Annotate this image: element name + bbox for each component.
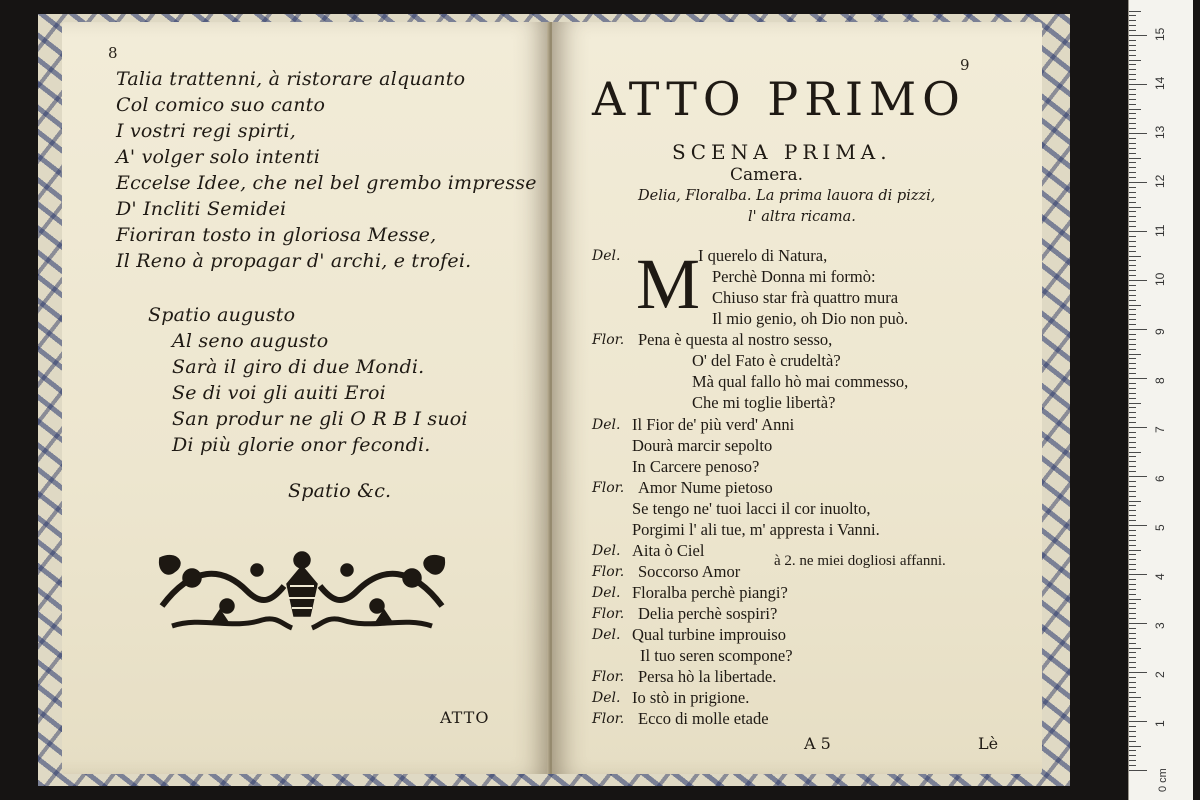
ruler-tick <box>1129 109 1141 110</box>
speaker-label: Del. <box>592 248 621 264</box>
ruler-tick <box>1129 716 1136 717</box>
ruler-tick <box>1129 662 1136 663</box>
ruler-tick <box>1129 373 1136 374</box>
ruler-tick <box>1129 339 1136 340</box>
speaker-label: Del. <box>592 585 621 601</box>
ruler-tick <box>1129 79 1136 80</box>
verse-line: Fioriran tosto in gloriosa Messe, <box>116 224 437 246</box>
ruler-tick <box>1129 579 1136 580</box>
ruler-tick <box>1129 55 1136 56</box>
ruler-number: 6 <box>1153 475 1167 482</box>
ruler-tick <box>1129 162 1136 163</box>
verse-line: Spatio &c. <box>288 480 392 502</box>
signature-mark: A 5 <box>804 734 831 753</box>
ruler-tick <box>1129 403 1141 404</box>
ruler-tick <box>1129 432 1136 433</box>
ruler-tick <box>1129 638 1136 639</box>
dialogue-line: O' del Fato è crudeltà? <box>692 351 841 370</box>
verse-line: Se di voi gli auiti Eroi <box>172 382 386 404</box>
ruler-tick <box>1129 197 1136 198</box>
verse-line: Eccelse Idee, che nel bel grembo impresse <box>116 172 537 194</box>
ruler-tick <box>1129 60 1141 61</box>
speaker-label: Flor. <box>592 332 625 348</box>
verse-line: Talia trattenni, à ristorare alquanto <box>116 68 466 90</box>
ruler-number: 10 <box>1153 272 1167 286</box>
ruler-tick <box>1129 687 1136 688</box>
ruler-tick <box>1129 40 1136 41</box>
dialogue-line: Aita ò Ciel <box>632 541 705 560</box>
dialogue-line: Che mi toglie libertà? <box>692 393 836 412</box>
ruler-tick <box>1129 246 1136 247</box>
ruler-tick <box>1129 417 1136 418</box>
verse-line: San produr ne gli O R B I suoi <box>172 408 468 430</box>
speaker-label: Flor. <box>592 606 625 622</box>
ruler-tick <box>1129 628 1136 629</box>
ruler-tick <box>1129 574 1147 575</box>
ruler-tick <box>1129 123 1136 124</box>
ruler-tick <box>1129 496 1136 497</box>
ruler-tick <box>1129 314 1136 315</box>
page-number-right: 9 <box>960 56 970 74</box>
ruler-tick <box>1129 231 1147 232</box>
ruler-tick <box>1129 388 1136 389</box>
ruler-number: 2 <box>1153 671 1167 678</box>
speaker-label: Flor. <box>592 564 625 580</box>
ruler-tick <box>1129 657 1136 658</box>
ruler-tick <box>1129 447 1136 448</box>
ruler-tick <box>1129 520 1136 521</box>
dialogue-line: I querelo di Natura, <box>698 246 828 265</box>
ruler-tick <box>1129 11 1141 12</box>
ruler-number: 8 <box>1153 377 1167 384</box>
ruler-tick <box>1129 442 1136 443</box>
dialogue-line: Il mio genio, oh Dio non può. <box>712 309 909 328</box>
ruler-tick <box>1129 20 1136 21</box>
ruler-tick <box>1129 251 1136 252</box>
dialogue-line: Porgimi l' ali tue, m' appresta i Vanni. <box>632 520 880 539</box>
ruler-tick <box>1129 755 1136 756</box>
ruler-tick <box>1129 368 1136 369</box>
ruler-tick <box>1129 84 1147 85</box>
ruler-tick <box>1129 623 1147 624</box>
drop-cap: M <box>636 244 701 324</box>
dialogue-line: Dourà marcir sepolto <box>632 436 773 455</box>
verse-line: A' volger solo intenti <box>116 146 321 168</box>
ruler-tick <box>1129 74 1136 75</box>
ruler-tick <box>1129 741 1136 742</box>
speaker-label: Flor. <box>592 711 625 727</box>
dialogue-line: Se tengo ne' tuoi lacci il cor inuolto, <box>632 499 871 518</box>
dialogue-line: Floralba perchè piangi? <box>632 583 788 602</box>
dialogue-line: Pena è questa al nostro sesso, <box>638 330 833 349</box>
ruler-tick <box>1129 476 1147 477</box>
ruler-tick <box>1129 280 1147 281</box>
ruler-tick <box>1129 501 1141 502</box>
verse-line: Il Reno à propagar d' archi, e trofei. <box>116 250 472 272</box>
ruler-tick <box>1129 363 1136 364</box>
dialogue-line: Delia perchè sospiri? <box>638 604 778 623</box>
ruler-tick <box>1129 461 1136 462</box>
ruler-tick <box>1129 69 1136 70</box>
ruler-tick <box>1129 133 1147 134</box>
scene-heading: SCENA PRIMA. <box>672 140 892 164</box>
verse-line: Di più glorie onor fecondi. <box>172 434 431 456</box>
ruler-tick <box>1129 584 1136 585</box>
ruler-tick <box>1129 535 1136 536</box>
ruler-tick <box>1129 158 1141 159</box>
ruler-tick <box>1129 648 1141 649</box>
ruler-number: 13 <box>1153 125 1167 139</box>
ruler-tick <box>1129 667 1136 668</box>
ruler-tick <box>1129 437 1136 438</box>
ruler-tick <box>1129 358 1136 359</box>
ruler-tick <box>1129 456 1136 457</box>
ruler-tick <box>1129 721 1147 722</box>
ruler-tick <box>1129 407 1136 408</box>
ruler-tick <box>1129 750 1136 751</box>
speaker-label: Del. <box>592 690 621 706</box>
ruler-tick <box>1129 736 1136 737</box>
ruler-tick <box>1129 241 1136 242</box>
ruler-tick <box>1129 505 1136 506</box>
ruler-tick <box>1129 300 1136 301</box>
ruler-tick <box>1129 207 1141 208</box>
ruler-tick <box>1129 30 1136 31</box>
ruler-tick <box>1129 603 1136 604</box>
ruler-tick <box>1129 94 1136 95</box>
ruler-tick <box>1129 192 1136 193</box>
stage-direction: Delia, Floralba. La prima lauora di pizzi, <box>638 188 936 204</box>
ruler-tick <box>1129 594 1136 595</box>
ruler-tick <box>1129 319 1136 320</box>
ruler-tick <box>1129 221 1136 222</box>
dialogue-line: Io stò in prigione. <box>632 688 750 707</box>
ruler-tick <box>1129 692 1136 693</box>
dialogue-line: Amor Nume pietoso <box>638 478 773 497</box>
dialogue-line: Perchè Donna mi formò: <box>712 267 876 286</box>
ruler-number: 14 <box>1153 76 1167 90</box>
ruler-unit-label: 0 cm <box>1157 768 1169 792</box>
ruler-tick <box>1129 138 1136 139</box>
ruler-tick <box>1129 427 1147 428</box>
dialogue-line: Soccorso Amor <box>638 562 741 581</box>
ruler-tick <box>1129 706 1136 707</box>
ruler-tick <box>1129 182 1147 183</box>
ruler-tick <box>1129 324 1136 325</box>
verse-line: Al seno augusto <box>172 330 329 352</box>
catchword-right: Lè <box>978 734 999 753</box>
ruler-tick <box>1129 550 1141 551</box>
ruler-tick <box>1129 471 1136 472</box>
ruler-number: 15 <box>1153 27 1167 41</box>
ruler-tick <box>1129 682 1136 683</box>
verse-line: Spatio augusto <box>148 304 296 326</box>
ruler-tick <box>1129 452 1141 453</box>
speaker-label: Flor. <box>592 669 625 685</box>
dialogue-line: Persa hò la libertade. <box>638 667 777 686</box>
ruler-tick <box>1129 677 1136 678</box>
ruler-tick <box>1129 99 1136 100</box>
ruler-tick <box>1129 701 1136 702</box>
ruler-tick <box>1129 295 1136 296</box>
ruler-number: 5 <box>1153 524 1167 531</box>
ruler-tick <box>1129 412 1136 413</box>
ruler-tick <box>1129 285 1136 286</box>
ruler-tick <box>1129 354 1141 355</box>
ruler-tick <box>1129 211 1136 212</box>
ruler-tick <box>1129 760 1136 761</box>
verse-line: Col comico suo canto <box>116 94 326 116</box>
ruler-tick <box>1129 15 1136 16</box>
ruler-tick <box>1129 746 1141 747</box>
ruler-tick <box>1129 216 1136 217</box>
ruler-tick <box>1129 770 1147 771</box>
page-number-left: 8 <box>108 44 118 62</box>
ruler-tick <box>1129 530 1136 531</box>
dialogue-line: Chiuso star frà quattro mura <box>712 288 899 307</box>
ruler-tick <box>1129 731 1136 732</box>
ruler-tick <box>1129 172 1136 173</box>
ruler-tick <box>1129 118 1136 119</box>
ruler-tick <box>1129 515 1136 516</box>
ruler-number: 3 <box>1153 622 1167 629</box>
measuring-ruler <box>1128 0 1193 800</box>
ruler-tick <box>1129 608 1136 609</box>
ruler-tick <box>1129 167 1136 168</box>
ruler-number: 11 <box>1153 224 1167 237</box>
ruler-tick <box>1129 589 1136 590</box>
ruler-tick <box>1129 260 1136 261</box>
ruler-tick <box>1129 177 1136 178</box>
stage-direction: l' altra ricama. <box>748 209 856 225</box>
ruler-tick <box>1129 113 1136 114</box>
ruler-tick <box>1129 554 1136 555</box>
ruler-tick <box>1129 393 1136 394</box>
ruler-tick <box>1129 226 1136 227</box>
dialogue-line: Il tuo seren scompone? <box>640 646 793 665</box>
ruler-tick <box>1129 599 1141 600</box>
act-title: ATTO PRIMO <box>592 72 966 126</box>
ruler-tick <box>1129 143 1136 144</box>
scene-place: Camera. <box>730 165 803 185</box>
ruler-tick <box>1129 633 1136 634</box>
ruler-tick <box>1129 559 1136 560</box>
speaker-label: Del. <box>592 627 621 643</box>
ruler-tick <box>1129 344 1136 345</box>
ruler-tick <box>1129 643 1136 644</box>
ruler-tick <box>1129 104 1136 105</box>
ruler-tick <box>1129 256 1141 257</box>
ruler-tick <box>1129 187 1136 188</box>
ruler-tick <box>1129 398 1136 399</box>
ruler-tick <box>1129 290 1136 291</box>
ruler-tick <box>1129 510 1136 511</box>
ruler-tick <box>1129 309 1136 310</box>
ruler-tick <box>1129 613 1136 614</box>
ruler-tick <box>1129 383 1136 384</box>
ruler-tick <box>1129 726 1136 727</box>
ruler-tick <box>1129 540 1136 541</box>
ruler-tick <box>1129 564 1136 565</box>
floral-ornament-icon <box>152 546 452 638</box>
ruler-tick <box>1129 525 1147 526</box>
ruler-tick <box>1129 422 1136 423</box>
speaker-label: Del. <box>592 543 621 559</box>
ruler-tick <box>1129 153 1136 154</box>
ruler-tick <box>1129 35 1147 36</box>
ruler-tick <box>1129 349 1136 350</box>
dialogue-line: Il Fior de' più verd' Anni <box>632 415 795 434</box>
ruler-number: 12 <box>1153 174 1167 188</box>
ruler-tick <box>1129 672 1147 673</box>
ruler-number: 4 <box>1153 573 1167 580</box>
ruler-tick <box>1129 25 1136 26</box>
ruler-tick <box>1129 275 1136 276</box>
ruler-tick <box>1129 329 1147 330</box>
ruler-tick <box>1129 334 1136 335</box>
ruler-tick <box>1129 569 1136 570</box>
ruler-tick <box>1129 491 1136 492</box>
ruler-tick <box>1129 305 1141 306</box>
ruler-tick <box>1129 236 1136 237</box>
ruler-tick <box>1129 697 1141 698</box>
dialogue-line: Qual turbine improuiso <box>632 625 786 644</box>
ruler-number: 1 <box>1153 720 1167 727</box>
ruler-tick <box>1129 711 1136 712</box>
ruler-tick <box>1129 148 1136 149</box>
ruler-tick <box>1129 64 1136 65</box>
ruler-tick <box>1129 45 1136 46</box>
ruler-tick <box>1129 486 1136 487</box>
speaker-label: Del. <box>592 417 621 433</box>
verse-line: Sarà il giro di due Mondi. <box>172 356 425 378</box>
ruler-number: 7 <box>1153 426 1167 433</box>
speaker-label: Flor. <box>592 480 625 496</box>
ruler-tick <box>1129 378 1147 379</box>
ruler-tick <box>1129 765 1136 766</box>
ruler-tick <box>1129 466 1136 467</box>
dialogue-line: Mà qual fallo hò mai commesso, <box>692 372 909 391</box>
ruler-tick <box>1129 545 1136 546</box>
ruler-number: 9 <box>1153 328 1167 335</box>
ruler-tick <box>1129 202 1136 203</box>
catchword-left: ATTO <box>440 708 490 727</box>
ruler-tick <box>1129 270 1136 271</box>
ruler-tick <box>1129 481 1136 482</box>
ruler-tick <box>1129 50 1136 51</box>
verse-line: D' Incliti Semidei <box>116 198 287 220</box>
verse-line: I vostri regi spirti, <box>116 120 296 142</box>
ruler-tick <box>1129 618 1136 619</box>
dialogue-line: In Carcere penoso? <box>632 457 760 476</box>
ruler-tick <box>1129 652 1136 653</box>
right-page <box>552 22 1042 774</box>
left-page <box>62 22 550 774</box>
dialogue-line: Ecco di molle etade <box>638 709 769 728</box>
ruler-tick <box>1129 265 1136 266</box>
dialogue-line: à 2. ne miei dogliosi affanni. <box>774 553 946 569</box>
ruler-tick <box>1129 89 1136 90</box>
ruler-tick <box>1129 128 1136 129</box>
